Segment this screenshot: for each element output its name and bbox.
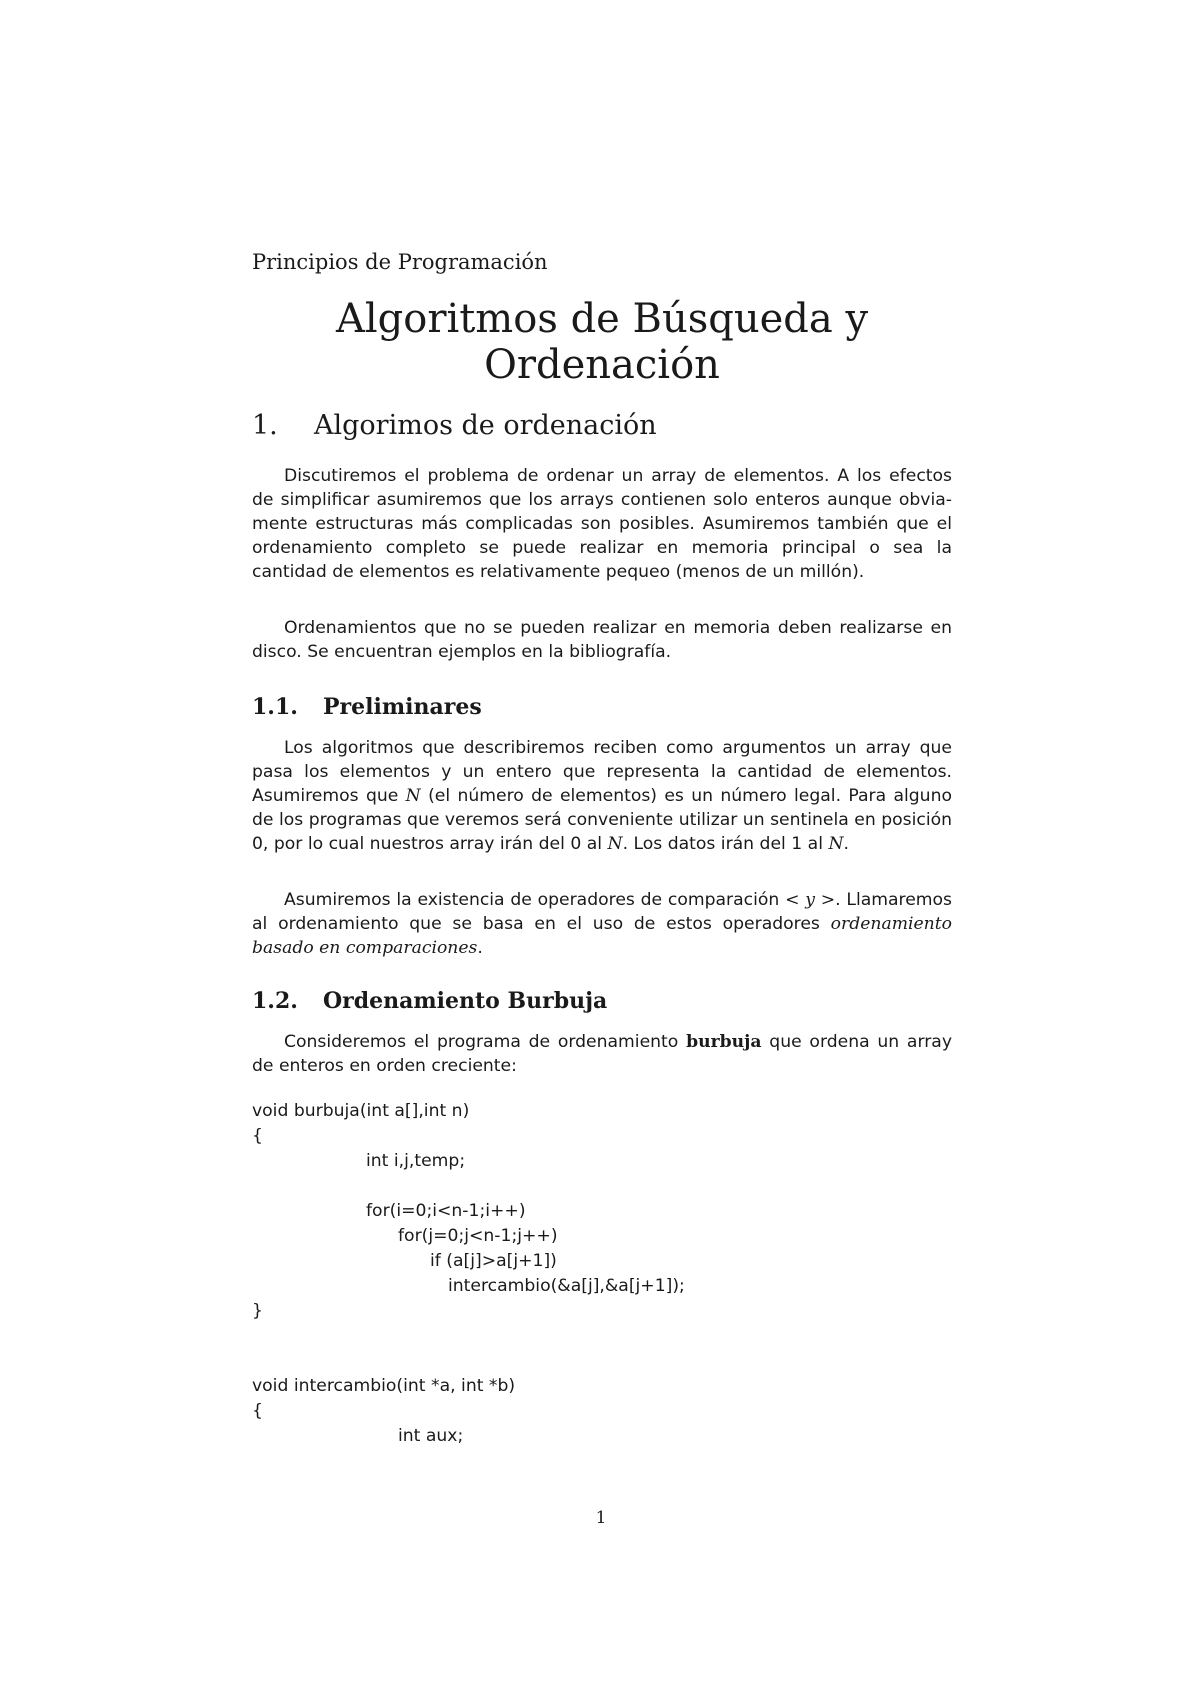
section-number: 1.2. [252, 988, 298, 1014]
document-title [252, 296, 952, 388]
text-run: que ordena un array de enteros en orden creciente: [252, 1032, 952, 1076]
text-run: Asumiremos la existencia de operadores de comparación [284, 890, 786, 910]
text-run: (el número de elementos) es un número legal. Para alguno de los programas que veremos será conveniente utilizar un sentinela en posición 0, por lo cual nuestros array irán del 0 al [252, 786, 952, 854]
code-line: int i,j,temp; [366, 1151, 466, 1171]
code-line: { [252, 1126, 263, 1146]
emphasis-text: ordenamiento basado en comparaciones [252, 914, 952, 958]
math-symbol: > [820, 890, 836, 910]
text-run: . Los datos irán del 1 al [622, 834, 829, 854]
course-header: Principios de Programación [252, 250, 548, 274]
math-symbol: < [785, 890, 800, 910]
text-run: Consideremos el programa de ordenamiento [284, 1032, 687, 1052]
code-line: void intercambio(int *a, int *b) [252, 1376, 516, 1396]
section-1-1-heading [252, 694, 482, 720]
section-title: Ordenamiento Burbuja [323, 988, 608, 1014]
math-text: y [799, 890, 821, 910]
section-title: Preliminares [323, 694, 482, 720]
blank-line [252, 1349, 685, 1374]
math-variable: N [607, 834, 623, 854]
text-run: . Llamaremos al ordenamiento que se basa en el uso de estos operadores [252, 890, 953, 934]
code-line: { [252, 1401, 263, 1421]
math-variable: N [405, 786, 421, 806]
text-run: Los algoritmos que describiremos reciben como argumentos un array que pasa los elementos y un entero que representa la cantidad de elementos. Asumiremos que [252, 738, 952, 806]
math-variable: N [828, 834, 844, 854]
code-block [252, 1099, 685, 1449]
code-line: intercambio(&a[j],&a[j+1]); [448, 1276, 685, 1296]
section-1-heading [252, 410, 657, 441]
section-1-paragraph-1: Discutiremos el problema de ordenar un array de elementos. A los efectos de simplificar asumiremos que los arrays contienen solo enteros aunque obviamente estructuras más complicadas son posibles. Asumiremos también que el ordenamiento completo se puede realizar en memoria principal o sea la cantidad de elementos es relativamente pequeo (menos de un millón). [252, 466, 952, 582]
section-1-1-paragraph-1 [252, 736, 952, 856]
title-line-2: Ordenación [484, 342, 720, 388]
code-line: } [252, 1301, 263, 1321]
blank-line [252, 1324, 685, 1349]
code-line: int aux; [398, 1426, 464, 1446]
section-title: Algorimos de ordenación [314, 410, 657, 441]
title-line-1: Algoritmos de Búsqueda y [335, 296, 869, 342]
page-number: 1 [595, 1508, 607, 1528]
section-number: 1. [252, 410, 278, 441]
section-1-2-paragraph-1 [252, 1030, 952, 1078]
text-run: . [477, 938, 483, 958]
blank-line [252, 1174, 685, 1199]
section-number: 1.1. [252, 694, 298, 720]
section-1-1-paragraph-2 [252, 888, 952, 960]
code-line: if (a[j]>a[j+1]) [430, 1251, 557, 1271]
code-line: for(j=0;j<n-1;j++) [398, 1226, 558, 1246]
section-1-2-heading [252, 988, 607, 1014]
text-run: . [843, 834, 849, 854]
bold-term: burbuja [686, 1032, 762, 1052]
code-line: void burbuja(int a[],int n) [252, 1101, 470, 1121]
section-1-paragraph-2: Ordenamientos que no se pueden realizar en memoria deben realizarse en disco. Se encuentran ejemplos en la bibliografía. [252, 618, 952, 662]
code-line: for(i=0;i<n-1;i++) [366, 1201, 526, 1221]
